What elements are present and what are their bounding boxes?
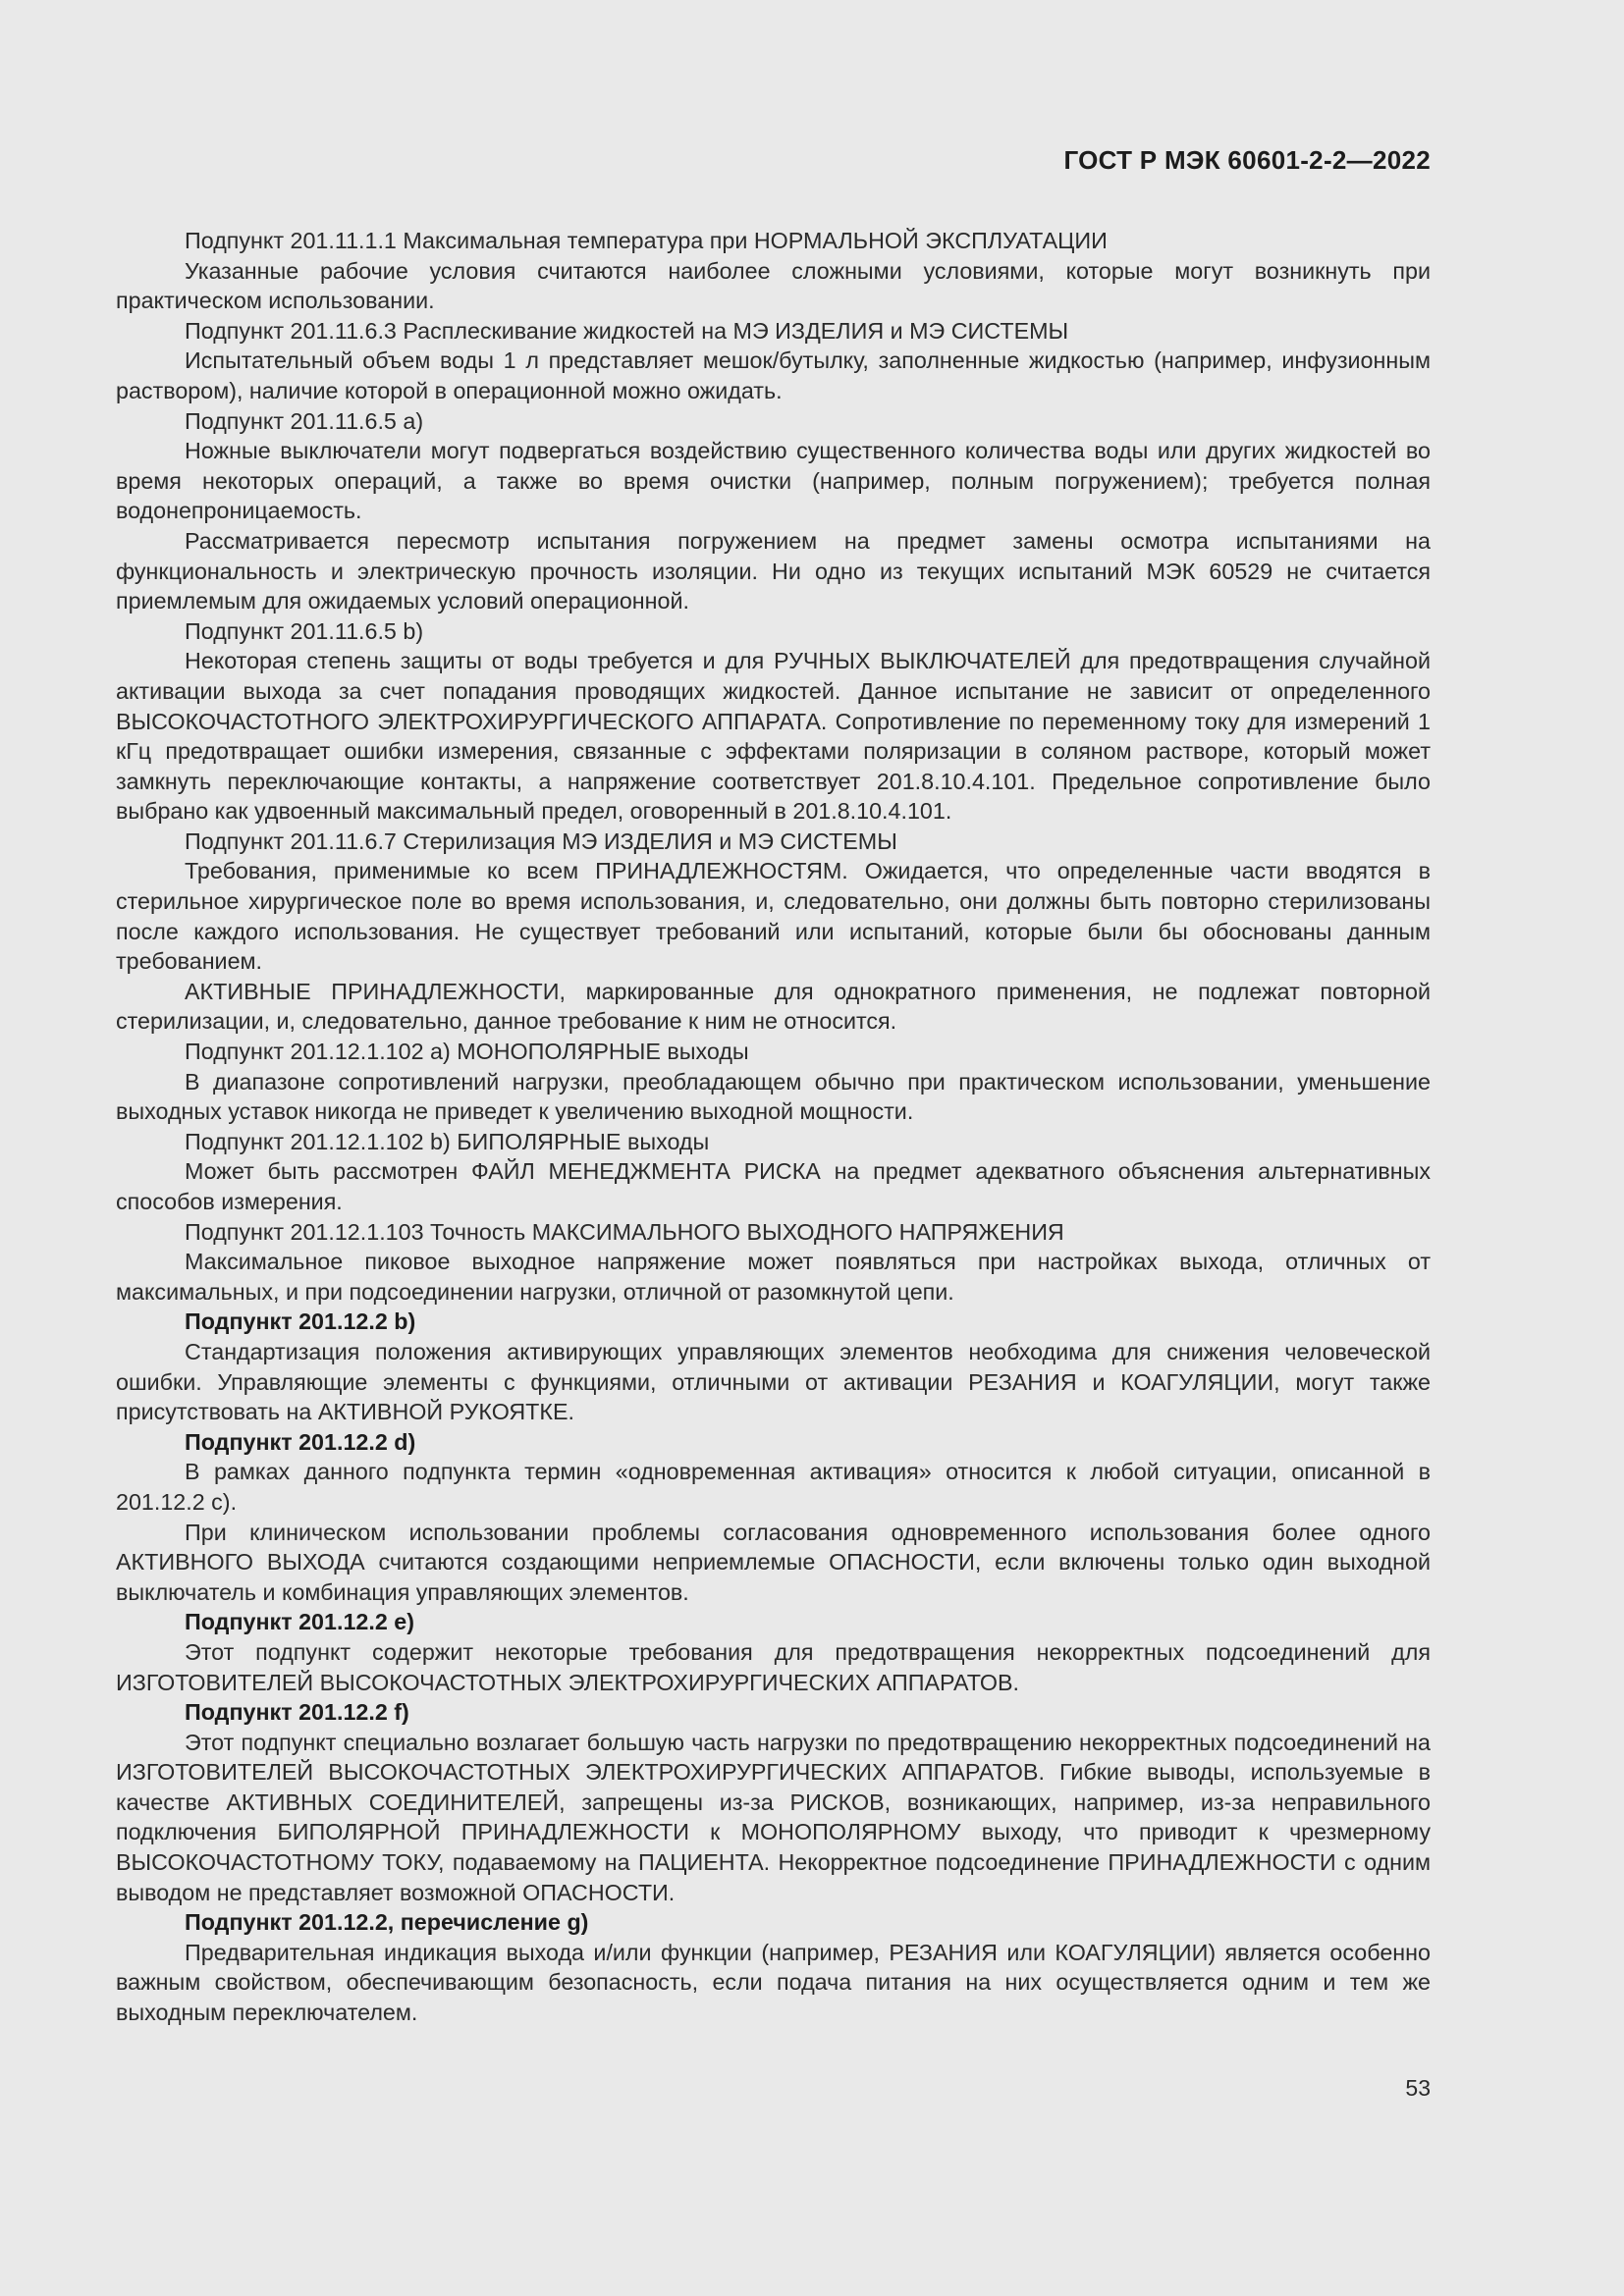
- clause-heading: Подпункт 201.11.6.5 а): [185, 407, 424, 434]
- paragraph: В рамках данного подпункта термин «одновременная активация» относится к любой ситуации, описанной в 201.12.2 с).: [116, 1459, 1431, 1515]
- paragraph: Указанные рабочие условия считаются наиболее сложными условиями, которые могут возникнуть при практическом использовании.: [116, 257, 1431, 314]
- clause-heading-bold: Подпункт 201.12.2 d): [185, 1428, 416, 1455]
- paragraph: В диапазоне сопротивлений нагрузки, преобладающем обычно при практическом использовании, уменьшение выходных уставок никогда не приведет к увеличению выходной мощности.: [116, 1068, 1431, 1125]
- paragraph: Предварительная индикация выхода и/или функции (например, РЕЗАНИЯ или КОАГУЛЯЦИИ) является особенно важным свойством, обеспечивающим безопасность, если подача питания на них осуществляется одним и тем же выходным переключателем.: [116, 1939, 1431, 2026]
- paragraph: Этот подпункт содержит некоторые требования для предотвращения некорректных подсоединений для ИЗГОТОВИТЕЛЕЙ ВЫСОКОЧАСТОТНЫХ ЭЛЕКТРОХИРУРГИЧЕСКИХ АППАРАТОВ.: [116, 1638, 1431, 1695]
- document-body: [116, 226, 1431, 2028]
- paragraph: Испытательный объем воды 1 л представляет мешок/бутылку, заполненные жидкостью (например, инфузионным раствором), наличие которой в операционной можно ожидать.: [116, 347, 1431, 403]
- clause-heading: Подпункт 201.12.1.102 b) БИПОЛЯРНЫЕ выходы: [185, 1128, 710, 1154]
- clause-heading: Подпункт 201.11.1.1 Максимальная температура при НОРМАЛЬНОЙ ЭКСПЛУАТАЦИИ: [185, 228, 1108, 253]
- clause-heading-bold: Подпункт 201.12.2, перечисление g): [185, 1909, 589, 1936]
- clause-heading-bold: Подпункт 201.12.2 е): [185, 1609, 414, 1635]
- paragraph: Этот подпункт специально возлагает большую часть нагрузки по предотвращению некорректных подсоединений на ИЗГОТОВИТЕЛЕЙ ВЫСОКОЧАСТОТНЫХ ЭЛЕКТРОХИРУРГИЧЕСКИХ АППАРАТОВ. Гибкие выводы, используемые в качестве АКТИВНЫХ СОЕДИНИТЕЛЕЙ, запрещены из-за РИСКОВ, возникающих, например, из-за неправильного подключения БИПОЛЯРНОЙ ПРИНАДЛЕЖНОСТИ к МОНОПОЛЯРНОМУ выходу, что приводит к чрезмерному ВЫСОКОЧАСТОТНОМУ ТОКУ, подаваемому на ПАЦИЕНТА. Некорректное подсоединение ПРИНАДЛЕЖНОСТИ с одним выводом не представляет возможной ОПАСНОСТИ.: [116, 1729, 1431, 1905]
- clause-heading-bold: Подпункт 201.12.2 b): [185, 1308, 416, 1335]
- clause-heading: Подпункт 201.11.6.3 Расплескивание жидкостей на МЭ ИЗДЕЛИЯ и МЭ СИСТЕМЫ: [185, 317, 1069, 344]
- clause-heading: Подпункт 201.11.6.7 Стерилизация МЭ ИЗДЕЛИЯ и МЭ СИСТЕМЫ: [185, 828, 897, 854]
- paragraph: Требования, применимые ко всем ПРИНАДЛЕЖНОСТЯМ. Ожидается, что определенные части вводятся в стерильное хирургическое поле во время использования, и, следовательно, они должны быть повторно стерилизованы после каждого использования. Не существует требований или испытаний, которые были бы обоснованы данным требованием.: [116, 858, 1431, 975]
- paragraph: Рассматривается пересмотр испытания погружением на предмет замены осмотра испытаниями на функциональность и электрическую прочность изоляции. Ни одно из текущих испытаний МЭК 60529 не считается приемлемым для ожидаемых условий операционной.: [116, 527, 1431, 614]
- paragraph: При клиническом использовании проблемы согласования одновременного использования более одного АКТИВНОГО ВЫХОДА считаются создающими неприемлемые ОПАСНОСТИ, если включены только один выходной выключатель и комбинация управляющих элементов.: [116, 1519, 1431, 1605]
- clause-heading: Подпункт 201.11.6.5 b): [185, 617, 424, 644]
- clause-heading: Подпункт 201.12.1.103 Точность МАКСИМАЛЬНОГО ВЫХОДНОГО НАПРЯЖЕНИЯ: [185, 1218, 1064, 1245]
- paragraph: АКТИВНЫЕ ПРИНАДЛЕЖНОСТИ, маркированные для однократного применения, не подлежат повторной стерилизации, и, следовательно, данное требование к ним не относится.: [116, 978, 1431, 1035]
- clause-heading-bold: Подпункт 201.12.2 f): [185, 1699, 409, 1726]
- paragraph: Некоторая степень защиты от воды требуется и для РУЧНЫХ ВЫКЛЮЧАТЕЛЕЙ для предотвращения случайной активации выхода за счет попадания проводящих жидкостей. Данное испытание не зависит от определенного ВЫСОКОЧАСТОТНОГО ЭЛЕКТРОХИРУРГИЧЕСКОГО АППАРАТА. Сопротивление по переменному току для измерений 1 кГц предотвращает ошибки измерения, связанные с эффектами поляризации в соляном растворе, который может замкнуть переключающие контакты, а напряжение соответствует 201.8.10.4.101. Предельное сопротивление было выбрано как удвоенный максимальный предел, оговоренный в 201.8.10.4.101.: [116, 648, 1431, 825]
- paragraph: Может быть рассмотрен ФАЙЛ МЕНЕДЖМЕНТА РИСКА на предмет адекватного объяснения альтернативных способов измерения.: [116, 1158, 1431, 1214]
- page-number: 53: [1405, 2075, 1431, 2101]
- paragraph: Ножные выключатели могут подвергаться воздействию существенного количества воды или других жидкостей во время некоторых операций, а также во время очистки (например, полным погружением); требуется полная водонепроницаемость.: [116, 438, 1431, 524]
- paragraph: Максимальное пиковое выходное напряжение может появляться при настройках выхода, отличных от максимальных, и при подсоединении нагрузки, отличной от разомкнутой цепи.: [116, 1249, 1431, 1305]
- paragraph: Стандартизация положения активирующих управляющих элементов необходима для снижения человеческой ошибки. Управляющие элементы с функциями, отличными от активации РЕЗАНИЯ и КОАГУЛЯЦИИ, могут также присутствовать на АКТИВНОЙ РУКОЯТКЕ.: [116, 1338, 1431, 1425]
- document-header: ГОСТ Р МЭК 60601-2-2—2022: [1063, 145, 1431, 175]
- clause-heading: Подпункт 201.12.1.102 а) МОНОПОЛЯРНЫЕ выходы: [185, 1039, 749, 1065]
